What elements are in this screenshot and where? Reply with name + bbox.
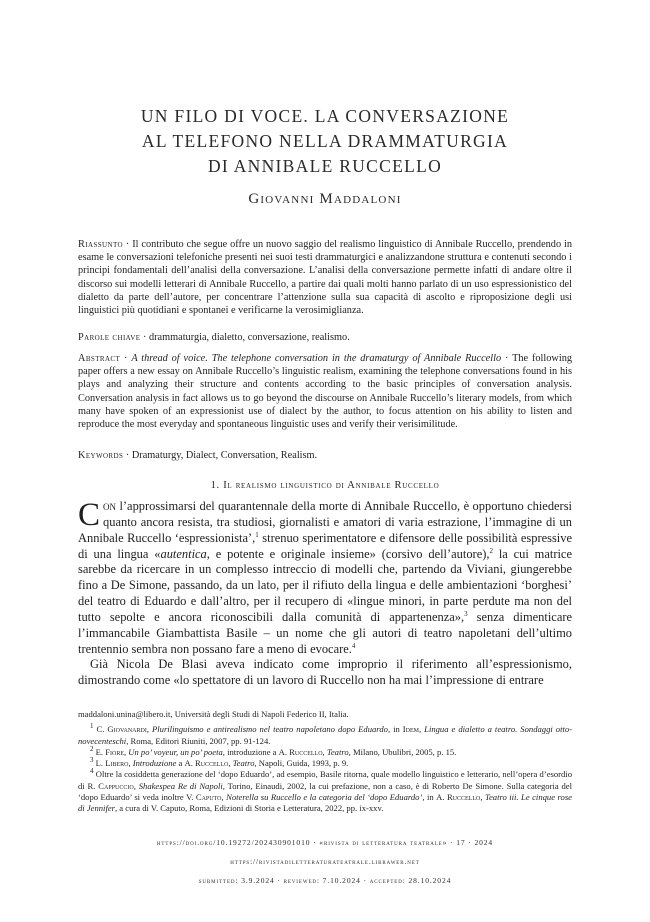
footnote-ref-2[interactable]: 2 — [489, 546, 493, 555]
note-text: , in — [387, 724, 403, 735]
cited-title: Teatro — [232, 758, 255, 769]
cited-author: C. Giovanardi — [96, 724, 147, 735]
note-text: , Torino, Einaudi, 2002, la cui prefazione, non a caso, è di Roberto De Simone. Sulla categoria del ‘dopo Eduardo’ si veda inoltre — [78, 780, 572, 803]
cited-title: Plurilinguismo e antirealismo nel teatro napoletano dopo Eduardo — [152, 724, 388, 735]
note-text: , Roma, Editori Riuniti, 2007, pp. 91-124. — [126, 735, 271, 746]
body-text-run: strenuo sperimentatore e difensore delle possibilità espressive di una lingua « — [78, 530, 572, 561]
riassunto-separator: · — [122, 239, 133, 250]
cited-idem: Idem — [402, 724, 419, 735]
title-line-2: AL TELEFONO NELLA DRAMMATURGIA — [141, 131, 509, 151]
article-title — [78, 104, 572, 179]
cited-author: L. Libero — [95, 758, 129, 769]
riassunto-label: Riassunto — [78, 239, 123, 250]
abstract-label: Abstract — [78, 353, 121, 364]
note-text: Oltre la cosiddetta generazione del ‘dopo Eduardo’, ad esempio, Basile ritorna, quale modello linguistico e letterario, nell’opera d’esordio di — [78, 769, 572, 791]
cited-author: A. Ruccello — [278, 746, 323, 757]
title-line-3: DI ANNIBALE RUCCELLO — [207, 156, 443, 176]
body-paragraph-2: Già Nicola De Blasi aveva indicato come improprio il riferimento all’espressionismo, dimostrando come «lo spettatore di un lavoro di Ruccello non ha mai l’impressione di entrare — [78, 657, 572, 688]
cited-title: Introduzione — [132, 758, 177, 769]
footnote-2: $^2$ E. Fiore, Un po’ voyeur, un po’ poeta, introduzione a A. Ruccello, Teatro, Milano, Ubulibri, 2005, p. 15. — [90, 745, 457, 757]
cited-author: A. Ruccello — [184, 758, 229, 769]
title-line-1: UN FILO DI VOCE. LA CONVERSAZIONE — [140, 106, 510, 126]
author-affiliation: maddaloni.unina@libero.it, Università degli Studi di Napoli Federico II, Italia. — [78, 709, 349, 719]
cited-author: V. Caputo — [186, 792, 222, 803]
footnote-ref-3[interactable]: 3 — [464, 609, 468, 618]
cited-title: Noterella su Ruccello e la categoria del ‘dopo Eduardo’ — [226, 792, 423, 803]
body-text-run: , e potente e originale insieme» (corsivo dell’autore), — [206, 546, 490, 561]
keywords-separator: · — [123, 450, 132, 461]
footnote-3: $^3$ L. Libero, Introduzione a A. Ruccello, Teatro, Napoli, Guida, 1993, p. 9. — [90, 756, 349, 769]
cited-title: Lingua e dialetto a teatro. Sondaggi otto-novecenteschi — [78, 724, 573, 746]
note-text: , in — [422, 792, 437, 803]
note-text: , Milano, Ubulibri, 2005, p. 15. — [348, 746, 457, 757]
body-smallcaps-opening: on — [103, 499, 117, 513]
cited-author: R. Cappuccio — [87, 780, 134, 791]
abstract-separator-2: · — [501, 353, 513, 364]
parole-chiave-label: Parole chiave — [78, 332, 141, 343]
footer-doi-line[interactable]: https://doi.org/10.19272/202430901010 · «rivista di letteratura teatrale» · 17 · 2024 — [156, 838, 494, 847]
footnote-4: $^4$ Oltre la cosiddetta generazione del ‘dopo Eduardo’, ad esempio, Basile ritorna, quale modello linguistico e letterario, nell’opera d’esordio di R. Cappuccio, Shakespea Re di Napoli, Torino, Einaudi, 2002, la cui prefazione, non a caso, è di Roberto De Simone. Sulla categoria del ‘dopo Eduardo’ si veda inoltre V. Caputo, Noterella su Ruccello e la categoria del ‘dopo Eduardo’, in A. Ruccello, Teatro iii. Le cinque rose di Jennifer, a cura di V. Caputo, Roma, Edizioni di Storia e Letteratura, 2022, pp. ix-xxv. — [78, 767, 572, 814]
riassunto-text: Il contributo che segue offre un nuovo saggio del realismo linguistico di Annibale Ruccello, prendendo in esame le conversazioni telefoniche presenti nei suoi testi drammaturgici e analizzandone struttura e contenuti secondo i principi fondamentali dell’analisi della conversazione. L’analisi della conversazione permette infatti di andare oltre il discorso sui modelli letterari di Annibale Ruccello, a partire dai quali molti hanno parlato di un uso espressionistico del dialetto da parte dell’autore, per concentrare l’attenzione sulla sua capacità di ascolto e riproposizione degli usi linguistici più quotidiani e spontanei e verificarne la verosimiglianza. — [78, 239, 572, 317]
footnote-number: 1 — [90, 722, 94, 731]
footnote-number: 3 — [90, 756, 94, 765]
riassunto-paragraph — [78, 238, 572, 317]
abstract-separator: · — [120, 353, 132, 364]
keywords-paragraph — [78, 449, 572, 462]
abstract-title: A thread of voice. The telephone conversation in the dramaturgy of Annibale Ruccello — [131, 353, 502, 364]
body-paragraph-1 — [78, 499, 572, 657]
note-text: , Napoli, Guida, 1993, p. 9. — [254, 758, 349, 769]
drop-cap: C — [78, 497, 101, 533]
parole-chiave-separator: · — [140, 332, 149, 343]
body-text-run: la cui matrice sarebbe da ricercare in un complesso intreccio di modelli che, partendo da Viviani, giungerebbe fino a De Simone, passando, da un lato, per il rifiuto della lingua e delle ambientazioni ‘borghesi’ del teatro di Eduardo e dall’altro, per il recupero di «lingue minori, in parte perdute ma non del tutto sepolte e ancora riconoscibili dalla comunità di appartenenza», — [78, 546, 572, 624]
footnote-1: $^1$ C. Giovanardi, Plurilinguismo e antirealismo nel teatro napoletano dopo Eduardo, in Idem, Lingua e dialetto a teatro. Sondaggi otto-novecenteschi, Roma, Editori Riuniti, 2007, pp. 91-124. — [78, 722, 573, 746]
section-heading: 1. Il realismo linguistico di Annibale Ruccello — [210, 480, 440, 491]
footnote-number: 4 — [90, 767, 94, 776]
keywords-text: Dramaturgy, Dialect, Conversation, Realism. — [131, 450, 318, 461]
cited-title: Teatro — [326, 746, 349, 757]
note-text: , introduzione a — [222, 746, 279, 757]
note-text: a — [176, 758, 185, 769]
footnote-ref-4[interactable]: 4 — [351, 641, 356, 650]
keywords-label: Keywords — [78, 450, 124, 461]
footnotes — [78, 709, 572, 815]
cited-title: Teatro iii. Le cinque rose di Jennifer — [78, 792, 572, 814]
cited-author: E. Fiore — [95, 746, 124, 757]
parole-chiave-text: drammaturgia, dialetto, conversazione, realismo. — [148, 332, 350, 343]
body-text — [78, 499, 572, 689]
parole-chiave-paragraph — [78, 331, 572, 344]
cited-author: A. Ruccello — [436, 792, 481, 803]
cited-title: Un po’ voyeur, un po’ poeta — [128, 746, 223, 757]
body-text-run: senza dimenticare l’immancabile Giambattista Basile – un nome che gli autori di teatro napoletani dell’ultimo trentennio sembra non possano fare a meno di evocare. — [78, 609, 572, 656]
body-italic-word: autentica — [160, 546, 207, 561]
footnote-ref-1[interactable]: 1 — [255, 530, 259, 539]
author-name: Giovanni Maddaloni — [248, 191, 402, 207]
cited-title: Shakespea Re di Napoli — [138, 780, 223, 791]
abstract-paragraph — [78, 352, 572, 431]
footnote-number: 2 — [90, 745, 94, 754]
footer-journal-url[interactable]: https://rivistadiletteraturateatrale.libraweb.net — [230, 857, 420, 866]
note-text: , a cura di V. Caputo, Roma, Edizioni di Storia e Letteratura, 2022, pp. ix-xxv. — [115, 803, 384, 814]
footer-dates: submitted: 3.9.2024 · reviewed: 7.10.2024 · accepted: 28.10.2024 — [198, 876, 452, 885]
body-text-run: l’approssimarsi del quarantennale della morte di Annibale Ruccello, è opportuno chiedersi quanto ancora resista, tra studiosi, giornalisti e amatori di varia estrazione, l’immagine di un Annibale Ruccello ‘espressionista’, — [78, 499, 572, 545]
abstract-text: The following paper offers a new essay on Annibale Ruccello’s linguistic realism, examining the telephone conversations found in his plays and analyzing their structure and contents according to the basic principles of conversation analysis. Conversation analysis in fact allows us to go beyond the discourse on Annibale Ruccello’s literary models, from which many have spoken of an expressionist use of dialect by the author, to focus attention on his ability to listen and reproduce the most everyday and spontaneous linguistic uses and verify their verisimilitude. — [78, 353, 573, 431]
